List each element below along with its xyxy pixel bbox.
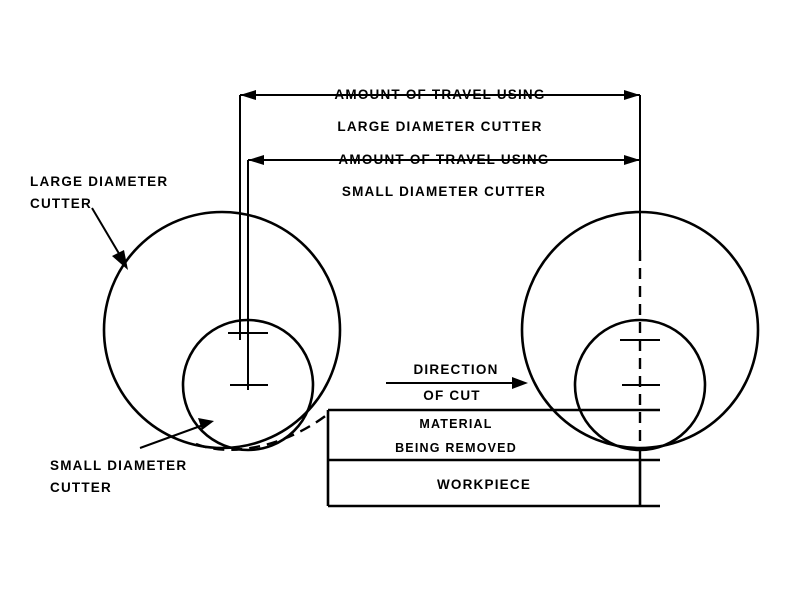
label-large-cutter-line1: LARGE DIAMETER [30, 174, 169, 189]
label-material-line1: MATERIAL [419, 417, 493, 431]
large-cutter-left [104, 212, 340, 448]
label-workpiece: WORKPIECE [436, 477, 532, 492]
leader-large-diameter-cutter [92, 208, 128, 270]
label-travel-small-line1: AMOUNT OF TRAVEL USING [338, 152, 550, 167]
label-material-line2: BEING REMOVED [395, 441, 517, 455]
label-large-cutter-line2: CUTTER [30, 196, 92, 211]
label-travel-large-line2: LARGE DIAMETER CUTTER [337, 119, 543, 134]
label-small-cutter-line1: SMALL DIAMETER [50, 458, 188, 473]
cut-path-dashed-left [196, 414, 328, 450]
label-travel-small-line2: SMALL DIAMETER CUTTER [341, 184, 547, 199]
label-travel-large-line1: AMOUNT OF TRAVEL USING [334, 87, 546, 102]
label-direction-line2: OF CUT [423, 388, 481, 403]
label-direction-line1: DIRECTION [413, 362, 499, 377]
label-small-cutter-line2: CUTTER [50, 480, 112, 495]
